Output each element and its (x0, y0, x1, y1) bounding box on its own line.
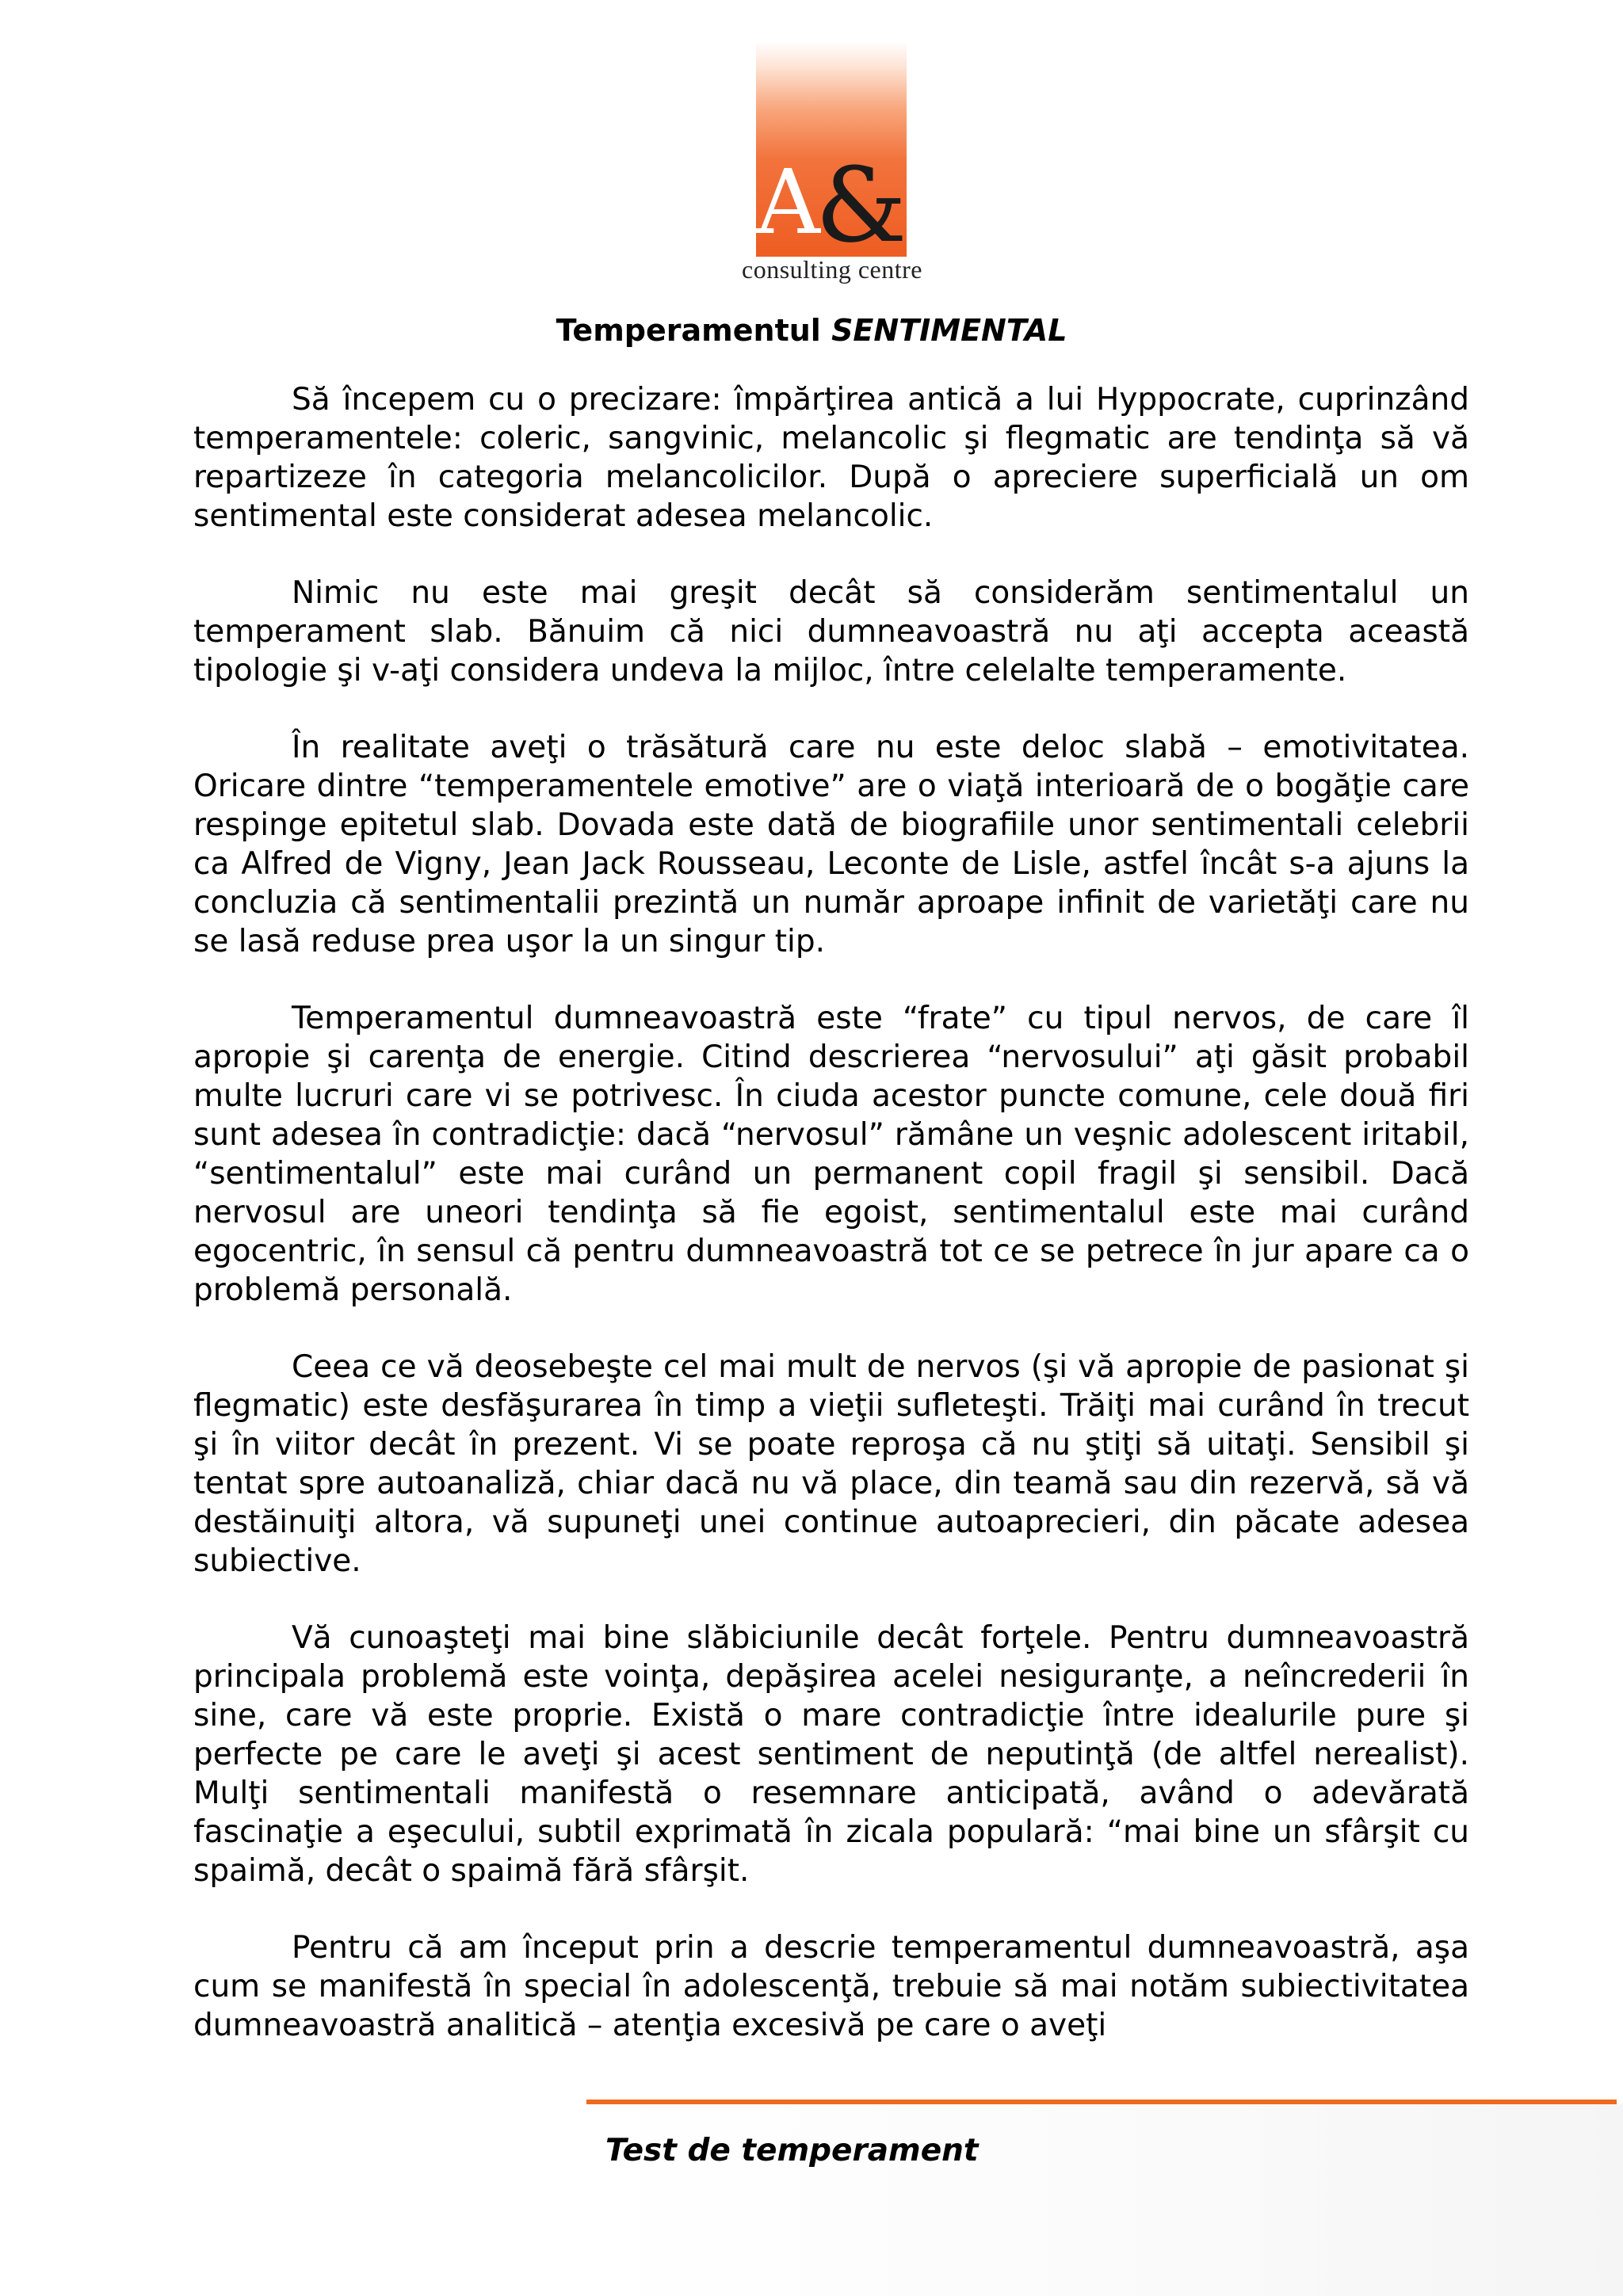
logo-letter-c: C (902, 151, 966, 254)
footer-title: Test de temperament (605, 2133, 979, 2168)
logo-subtitle: consulting centre (742, 255, 922, 284)
paragraph-3: În realitate aveţi o trăsătură care nu este deloc slabă – emotivitatea. Oricare dintre “temperamentele emotive” are o viaţă interioară de o bogăţie care respinge epitetul slab. Dovada este dată de biografiile unor sentimentali celebrii ca Alfred de Vigny, Jean Jack Rousseau, Leconte de Lisle, astfel încât s-a ajuns la concluzia că sentimentalii prezintă un număr aproape infinit de varietăţi care nu se lasă reduse prea uşor la un singur tip. (193, 730, 1469, 959)
logo-letter-a: A (756, 151, 815, 254)
document-body (193, 380, 1469, 2083)
document-title (0, 311, 1623, 350)
paragraph-1: Să începem cu o precizare: împărţirea antică a lui Hyppocrate, cuprinzând temperamentele: coleric, sangvinic, melancolic şi flegmatic are tendinţa să vă repartizeze în categoria melancolicilor. După o apreciere superficială un om sentimental este considerat adesea melancolic. (193, 382, 1469, 534)
paragraph-5: Ceea ce vă deosebeşte cel mai mult de nervos (şi vă apropie de pasionat şi flegmatic) este desfăşurarea în timp a vieţii sufleteşti. Trăiţi mai curând în trecut şi în viitor decât în prezent. Vi se poate reproşa că nu ştiţi să uitaţi. Sensibil şi tentat spre autoanaliză, chiar dacă nu vă place, din teamă sau din rezervă, să vă destăinuiţi altora, vă supuneţi unei continue autoaprecieri, din păcate adesea subiective. (193, 1349, 1469, 1579)
title-prefix: Temperamentul (556, 313, 832, 348)
footer-divider (586, 2100, 1617, 2104)
paragraph-7: Pentru că am început prin a descrie temperamentul dumneavoastră, aşa cum se manifestă în special în adolescenţă, trebuie să mai notăm subiectivitatea dumneavoastră analitică – atenţia excesivă pe care o aveţi (193, 1930, 1469, 2043)
paragraph-4: Temperamentul dumneavoastră este “frate” cu tipul nervos, de care îl apropie şi carenţa de energie. Citind descrierea “nervosului” aţi găsit probabil multe lucruri care vi se potrivesc. În ciuda acestor puncte comune, cele două firi sunt adesea în contradicţie: dacă “nervosul” rămâne un veşnic adolescent iritabil, “sentimentalul” este mai curând un permanent copil fragil şi sensibil. Dacă nervosul are uneori tendinţa să fie egoist, sentimentalul este mai curând egocentric, în sensul că pentru dumneavoastră tot ce se petrece în jur apare ca o problemă personală. (193, 1001, 1469, 1308)
paragraph-6: Vă cunoaşteţi mai bine slăbiciunile decât forţele. Pentru dumneavoastră principala problemă este voinţa, depăşirea acelei nesiguranţe, a neîncrederii în sine, care vă este proprie. Există o mare contradicţie între idealurile pure şi perfecte pe care le aveţi şi acest sentiment de neputinţă (de altfel nerealist). Mulţi sentimentali manifestă o resemnare anticipată, având o adevărată fascinaţie a eşecului, subtil exprimată în zicala populară: “mai bine un sfârşit cu spaimă, decât o spaimă fără sfârşit. (193, 1620, 1469, 1889)
company-logo (741, 41, 966, 287)
logo-ampersand: & (815, 145, 903, 265)
title-emphasis: SENTIMENTAL (831, 313, 1067, 348)
logo-monogram (756, 138, 966, 265)
paragraph-2: Nimic nu este mai greşit decât să considerăm sentimentalul un temperament slab. Bănuim că nici dumneavoastră nu aţi accepta această tipologie şi v-aţi considera undeva la mijloc, între celelalte temperamente. (193, 575, 1469, 688)
